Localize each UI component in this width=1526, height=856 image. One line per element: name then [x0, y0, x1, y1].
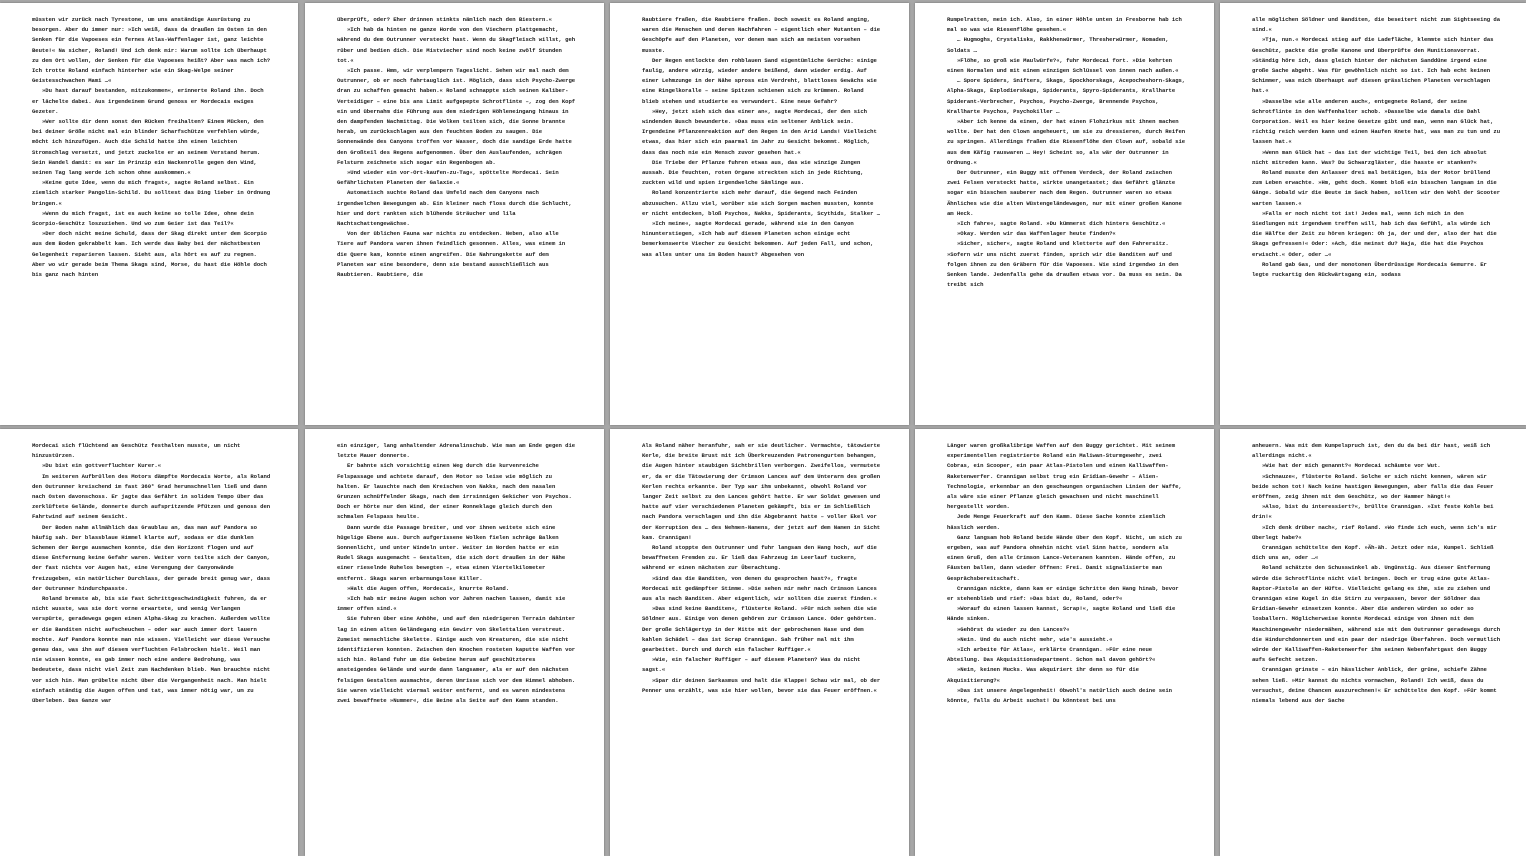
paragraph: »Dasselbe wie alle anderen auch«, entgegnete Roland, der seine Schrotflinte in den Waffenhalter schob. »Dasselbe wie damals die Dahl Corporation. Weil es hier keine Gesetze gibt und man, wenn man Glück hat, richtig reich werden kann und einen Haufen Knete hat, was man zu tun und zu lassen hat.« — [1252, 97, 1501, 146]
page-text — [337, 441, 578, 848]
paragraph: überprüft, oder? Eher drinnen stinkts nämlich nach den Biestern.« — [337, 16, 552, 23]
paragraph: Ganz langsam hob Roland beide Hände über den Kopf. Nicht, um sich zu ergeben, was auf Pandora ohnehin nicht viel Sinn hatte, sondern als einen Gruß, den alle Crimson Lance-Veteranen kannten. Hände offen, zu Fäusten ballen, dann wieder öffnen: Frei. Damit signalisierte man Gesprächsbereitschaft. — [947, 533, 1182, 582]
paragraph: »Flöhe, so groß wie Maulwürfe?«, fuhr Mordecai fort. »Die kehrten einen Normalen und mit einem einzigen Schlüssel von innen nach außen.« — [947, 56, 1179, 75]
paragraph: Roland konzentrierte sich mehr darauf, die Gegend nach Feinden abzusuchen. Allzu viel, worüber sie sich Sorgen machen mussten, konnte er nicht entdecken, bloß Psychos, Nakks, Spiderants, Scythids, Stalker … — [642, 189, 881, 217]
paragraph: Dann wurde die Passage breiter, und vor ihnen weitete sich eine hügelige Ebene aus. Durch aufgerissene Wolken fielen schräge Balken Sonnenlicht, und unter Windeln unter. Weiter im Norden hatte er ein Rudel Skags ausgemacht – Gestalten, die sich dort draußen in der Nähe einer rieselnde Ruhelos bewegten –, etwa einen Viertelkilometer entfernt. Skags waren erbarmungslose Killer. — [337, 523, 566, 582]
paragraph: »Ich meine«, sagte Mordecai gerade, während sie in den Canyon hinunterstiegen, »Ich hab auf diesem Planeten schon einige echt bemerkenswerte Viecher zu Gesicht bekommen. Auf jeden Fall, und schon, was alles unter uns im Boden haust? Abgesehen von — [642, 220, 874, 258]
paragraph: »Okay. Werden wir das Waffenlager heute finden?« — [957, 230, 1116, 238]
paragraph: »Keine gute Idee, wenn du mich fragst«, sagte Roland selbst. Ein ziemlich starker Pangolin-Schild. Du solltest das Ding lieber in Ordnung bringen.« — [32, 179, 271, 207]
paragraph: »Schnauze«, flüsterte Roland. Solche er sich nicht kennen, wären wir beide schon tot! Nach keine hastigen Bewegungen, aber falls die das Feuer eröffnen, zeig ihnen mit dem Geschütz, wo der Hammer hängt!« — [1252, 472, 1494, 501]
paragraph: Roland musste den Anlasser drei mal betätigen, bis der Motor brüllend zum Leben erwachte. »Hm, geht doch. Kommt bloß ein bisschen langsam in die Gänge. Sobald wir die Beute im Sack haben, sollten wir den Wohl der Scooter warten lassen.« — [1252, 169, 1501, 207]
document-page[interactable] — [915, 429, 1214, 856]
page-text — [642, 441, 883, 848]
paragraph: Automatisch suchte Roland das Umfeld nach dem Canyons nach irgendwelchen Bewegungen ab. Ein kleiner nach floss durch die Schlucht, hier und dort rankten sich blühende Sträucher und lila Nachtschattengewächse. — [337, 189, 572, 228]
paragraph: Roland stoppte den Outrunner und fuhr langsam den Hang hoch, auf die bewaffneten Fremden zu. Er ließ das Fahrzeug im Leerlauf tuckern, während er einen nächsten zur Überachtung. — [642, 544, 877, 572]
paragraph: »Wer sollte dir denn sonst den Rücken freihalten? Einem Mücken, den bei deiner Größe nicht mal ein blinder Scharfschütze verfehlen würde, möcht ich hinzufügen. Auch die Schild hatte ihn einen leichten Stromschlag versetzt, und jetzt zuckelte er an seinem Verstand herum. Sein Handel damit: es war im Prinzip ein Nackenrolle gegen den Wind, seinen Tag lang werde ich schon ohne auskommen.« — [32, 118, 264, 177]
paragraph: »Sicher, sicher«, sagte Roland und kletterte auf den Fahrersitz. »Sofern wir uns nicht zuerst finden, sprich wir die Banditen auf und folgen ihnen zu den Gräbern für die Vapoeses. Wie sind irgendwo in den Senken lande. Jedenfalls gehe da draußen etwas vor. Da muss es sein. Da treibt sich — [947, 240, 1182, 289]
paragraph: »Worauf du einen lassen kannst, Scrap!«, sagte Roland und ließ die Hände sinken. — [947, 605, 1176, 623]
paragraph: »Ich passe. Hmm, wir verplempern Tageslicht. Sehen wir mal nach dem Outrunner, ob er noch fahrtauglich ist. Möglich, dass sich Psycho-Zwerge dran zu schaffen gemacht haben.« Roland schnappte sich seinen Kaliber-Verteidiger – eine bis ans Limit aufgepepte Schrotflinte –, zog den Kopf ein und übernahm die Führung aus dem niedrigen Höhleneingang hinaus in den dampfenden Nachmittag. Die Wolken teilten sich, die Sonne brannte herab, um zurückschlagen aus den feuchten Boden zu saugen. Die Sonnenwände des Canyons troffen vor Wasser, doch die sandige Erde hatte den Großteil des Regens aufgenommen. Über den Auslaufenden, schrägen Felsturm zeichnete sich sogar ein Regenbogen ab. — [337, 67, 576, 166]
paragraph: »Wenn du mich fragst, ist es auch keine so tolle Idee, ohne dein Scorpio-Geschütz loszuziehen. Und wo zum Geier ist das Teil?« — [32, 209, 254, 228]
page-text — [32, 441, 272, 848]
paragraph: »Hey, jetzt sieh sich das einer an«, sagte Mordecai, der den sich windenden Busch bewunderte. »Das muss ein seltener Anblick sein. Irgendeine Pflanzenreaktion auf den Regen in den Arid Lands! Vielleicht etwas, das hier sich ein paarmal im Jahr zu Gesicht bekommt. Möglich, dass das noch nie ein Mensch zuvor gesehen hat.« — [642, 107, 877, 156]
page-text — [32, 15, 272, 417]
paragraph: »Aber ich kenne da einen, der hat einen Flohzirkus mit ihnen machen wollte. Der hat den Clown angeheuert, um sie zu dressieren, durch Reifen zu springen. Allerdings fraßen die Riesenflöhe den Clown auf, sobald sie aus dem Käfig rauswaren … Hey! Scheint so, als wär der Outrunner in Ordnung.« — [947, 118, 1186, 166]
paragraph: … Hugmoghs, Crystalisks, Rakkhenwürmer, Thresherwürmer, Nomaden, Soldats … — [947, 36, 1169, 54]
paragraph: Im weiteren Aufbrüllen des Motors dämpfte Mordecais Worte, als Roland den Outrunner kreischend im fast 360° Grad herumschnellen ließ und dann nach Osten davonschoss. Er jagte das Gefährt in solidem Tempo über das zerklüftete Gelände, donnerte durch aufspritzende Pfützen und genoss den Fahrtwind auf seinem Gesicht. — [32, 472, 271, 521]
paragraph: Rumpelratten, mein ich. Also, in einer Höhle unten in Fresborne hab ich mal so was wie Riesenflöhe gesehen.« — [947, 16, 1182, 34]
paragraph: Crannigan schüttelte den Kopf. »Äh-äh. Jetzt oder nie, Kumpel. Schließ dich uns an, oder …« — [1252, 544, 1494, 562]
paragraph: »Also, bist du interessiert?«, brüllte Crannigan. »Ist feste Kohle bei drin!« — [1252, 503, 1494, 521]
paragraph: »Das sind keine Banditen«, flüsterte Roland. »Für mich sehen die wie Söldner aus. Einige von denen gehören zur Crimson Lance. Oder gehörten. Der große Schlägertyp in der Mitte mit der gebrochenen Nase und dem kahlen Schädel – das ist Scrap Crannigan. Sah früher mal mit ihm gearbeitet. Durch und durch ein falscher Ruffiger.« — [642, 605, 877, 654]
paragraph: Crannigan grinste – ein hässlicher Anblick, der grüne, schiefe Zähne sehen ließ. »Mir kannst du nichts vormachen, Roland! Ich weiß, dass du versuchst, deine Chancen auszurechnen!« Er schüttelte den Kopf. »Für kommt niemals lebend aus der Sache — [1252, 666, 1497, 705]
paragraph: »Ich fahre«, sagte Roland. »Du kümmerst dich hinters Geschütz.« — [957, 220, 1166, 228]
paragraph: ein einziger, lang anhaltender Adrenalinschub. Wie man am Ende gegen die letzte Mauer donnerte. — [337, 442, 576, 460]
paragraph: »Das ist unsere Angelegenheit! Obwohl's natürlich auch deine sein könnte, falls du Arbeit suchst! Du könntest bei uns — [947, 686, 1172, 705]
paragraph: Die Triebe der Pflanze fuhren etwas aus, das wie winzige Zungen aussah. Die feuchten, roten Organe streckten sich in jede Richtung, zuckten wild und spien irgendwelche Sämlinge aus. — [642, 158, 864, 187]
paragraph: »Du hast darauf bestanden, mitzukommen«, erinnerte Roland ihn. Doch er lächelte dabei. Aus irgendeinem Grund genoss er Mordecais ewiges Gezeter. — [32, 87, 264, 115]
paragraph: »Sind das die Banditen, von denen du gesprochen hast?«, fragte Mordecai mit gedämpfter Stimme. »Die sehen mir mehr nach Crimson Lances aus als nach Banditen. Aber eigentlich, wir sollten die zuerst finden.« — [642, 574, 877, 603]
page-text — [337, 15, 578, 417]
paragraph: »Halt die Augen offen, Mordecai«, knurrte Roland. — [347, 584, 510, 592]
paragraph: »Tja, nun.« Mordecai stieg auf die Ladefläche, klemmte sich hinter das Geschütz, packte die große Kanone und überprüfte den Munitionsvorrat. »Ständig höre ich, dass gleich hinter der nächsten Sanddüne irgend eine große Sache abgeht. Was für gewöhnlich nicht so ist. Ich hab echt keinen Schimmer, was mich überhaupt auf diesen grässlichen Planeten verschlagen hat.« — [1252, 36, 1494, 95]
document-page[interactable] — [610, 429, 909, 856]
page-text — [1252, 441, 1500, 848]
paragraph: »Spar dir deinen Sarkasmus und halt die Klappe! Schau wir mal, ob der Penner uns erzählt, was sie hier wollen, bevor sie das Feuer eröffnen.« — [642, 676, 881, 694]
paragraph: Länger waren großkalibrige Waffen auf den Buggy gerichtet. Mit seinem experimentellen registrierte Roland ein Maliwan-Sturmgewehr, zwei Cobras, ein Scooper, ein paar Atlas-Pistolen und einen Kalliwaffen-Raketenwerfer. Crannigan selbst trug ein Eridian-Gewehr – Alien-Technologie, erkennbar an den geschwungen organischen Linien der Waffe, als wäre sie einer Pflanze gleich gewachsen und nicht maschinell hergestellt worden. — [947, 442, 1182, 511]
document-page[interactable] — [0, 3, 298, 425]
paragraph: Der Regen entlockte den rohblauen Sand eigentümliche Gerüche: einige faulig, andere würzig, wieder andere beißend, dann wieder erdig. Auf einer Lehmzunge in der Nähe spross ein Verdreht, blattloses Gewächs wie eine Ringelkoralle – seine Spitzen schienen sich zu krümmen. Roland blieb stehen und studierte es verwundert. Eine neue Gefahr? — [642, 56, 877, 105]
paragraph: »Ich hab da hinten ne ganze Horde von den Viechern plattgemacht, während du dem Outrunner versteckt hast. Wenn du Skagfleisch willst, geh rüber und bedien dich. Die Mistviecher sind noch keine zwölf Stunden tot.« — [337, 26, 576, 64]
paragraph: »Nein, keinen Mucks. Was akquiriert ihr denn so für die Akquisitierung?« — [947, 666, 1139, 684]
paragraph: »Ich denk drüber nach«, rief Roland. »Wo finde ich euch, wenn ich's mir überlegt habe?« — [1252, 523, 1497, 541]
paragraph: »Ich arbeite für Atlas«, erklärte Crannigan. »Für eine neue Abteilung. Das Akquisitionsdepartment. Schon mal davon gehört?« — [947, 646, 1156, 664]
paragraph: »Nein. Und du auch nicht mehr, wie's aussieht.« — [957, 635, 1113, 643]
paragraph: »Gehörst du wieder zu den Lances?« — [957, 625, 1070, 633]
paragraph: Der Outrunner, ein Buggy mit offenem Verdeck, der Roland zwischen zwei Felsen versteckt hatte, wirkte unangetastet; das Gefährt glänzte sogar ein bisschen sauberer nach dem Regen. Outrunner waren so etwas Ähnliches wie die alten Wüstengeländewagen, nur mit einer großen Kanone am Heck. — [947, 169, 1182, 217]
paragraph: »Und wieder ein vor-Ort-kaufen-zu-Tag«, spöttelte Mordecai. Sein Gefährlichsten Planeten der Galaxie.« — [337, 169, 559, 187]
document-page[interactable] — [1220, 3, 1526, 425]
document-page[interactable] — [0, 429, 298, 856]
document-page[interactable] — [305, 3, 604, 425]
paragraph: Jede Menge Feuerkraft auf den Kamm. Diese Sache konnte ziemlich hässlich werden. — [947, 513, 1166, 531]
paragraph: alle möglichen Söldner und Banditen, die beseitert nicht zum Sightseeing da sind.« — [1252, 16, 1501, 34]
paragraph: »Wie, ein falscher Ruffiger – auf diesem Planeten? Was du nicht sagst.« — [642, 656, 861, 674]
page-text — [947, 15, 1188, 417]
document-page[interactable] — [610, 3, 909, 425]
paragraph: »Ich hab mir meine Augen schon vor Jahren nachen lassen, damit sie immer offen sind.« — [337, 595, 566, 613]
page-text — [1252, 15, 1500, 417]
document-page[interactable] — [305, 429, 604, 856]
page-text — [642, 15, 883, 417]
paragraph: Der Boden nahm allmählich das Graublau an, das man auf Pandora so häufig sah. Der blassblaue Himmel klarte auf, sodass er die dunklen Schemen der Berge ausmachen konnte, die den Horizont flogen und auf diese Entfernung keine Gefahr waren. Weiter vorn teilte sich der Canyon, der fast nichts vor Augen hat, eine Verengung der Canyonwände freizugeben, ein natürlicher Durchlass, der gerade breit genug war, dass der Outrunner hindurchpasste. — [32, 523, 271, 592]
paragraph: Als Roland näher heranfuhr, sah er sie deutlicher. Vermachte, tätowierte Kerle, die breite Brust mit ich Überkreuzenden Patronengurten behangen, die Augen hinter staubigen Sichtbrillen verborgen. Zweifellos, vermutete er, da er die Tätowierung der Crimson Lances auf dem Unterarm des großen Kerlen rechts erkannte. Der Typ war ihm unbekannt, obwohl Roland vor langer Zeit selbst zu den Lances gehört hatte. Er war Soldat gewesen und hatte auf vier verschiedenen Planeten gekämpft, bis er im Schließlich nach Pandora verschlagen und ihn die Abgebrannt hatte – voller Ekel vor der Korruption des … des Nehmen-Namens, der jetzt auf dem Namen in Sicht kam. Crannigan! — [642, 442, 881, 541]
paragraph: Crannigan nickte, dann kam er einige Schritte den Hang hinab, bevor er stehenblieb und rief: »Das bist du, Roland, oder?« — [947, 584, 1179, 603]
paragraph: Mordecai sich flüchtend am Geschütz festhalten musste, um nicht hinzustürzen. — [32, 442, 241, 460]
paragraph: Von der üblichen Fauna war nichts zu entdecken. Neben, also alle Tiere auf Pandora waren ihnen feindlich gesonnen. Alles, was einem in die Quere kam, konnte einen angreifen. Die Nahrungskette auf dem Planeten war eine besondere, denn sie bestand ausschließlich aus Raubtieren. Raubtiere, die — [337, 230, 566, 279]
paragraph: Roland gab Gas, und der monotonen Überdrüssige Mordecais Gemurre. Er legte ruckartig den Rückwärtsgang ein, sodass — [1252, 260, 1487, 279]
paragraph: »Du bist ein gottverfluchter Kurer.« — [42, 462, 162, 470]
paragraph: »Falls er noch nicht tot ist! Jedes mal, wenn ich mich in den Siedlungen mit irgendwem treffen will, hab ich das Gefühl, als würde ich die Hälfte der Zeit zu hören kriegen: Oh ja, der und der, also der hat die Skags gefressen!« Oder: »Ach, die meinst du? Naja, die hat die Psychos erwischt.« Oder, oder …« — [1252, 209, 1497, 258]
paragraph: anheuern. Was mit dem Kumpelspruch ist, den du da bei dir hast, weiß ich allerdings nicht.« — [1252, 442, 1491, 460]
document-page[interactable] — [915, 3, 1214, 425]
paragraph: »Der doch nicht meine Schuld, dass der Skag direkt unter dem Scorpio aus dem Boden gekrabbelt kam. Ich werde das Baby bei der nächstbesten Gelegenheit reparieren lassen. Sieht aus, als hört es auf zu regnen. Aber wo wir gerade beim Thema Skags sind, Morse, du hast die Höhle doch bis ganz nach hinten — [32, 230, 267, 279]
document-page[interactable] — [1220, 429, 1526, 856]
paragraph: Er bahnte sich vorsichtig einen Weg durch die kurvenreiche Felspassage und achtete darauf, den Motor so leise wie möglich zu halten. Er lauschte nach dem Kreischen von Nakks, nach dem nasalen Grunzen schnüffelnder Skags, nach dem irrsinnigen Gekicher von Psychos. Doch er hörte nur den Wind, der einer Ronneklage gleich durch den schmalen Felspass heulte. — [337, 462, 572, 521]
paragraph: Sie fuhren über eine Anhöhe, und auf den niedrigeren Terrain dahinter lag in einem alten Geländegang ein Gewirr von Skelettalien verstreut. Zumeist menschliche Skelette. Einige auch von Kreaturen, die sie nicht identifizieren konnten. Zwischen den Knochen rosteten kaputte Waffen vor sich hin. Roland fuhr um die Gebeine herum auf geschützteres ansteigendes Gelände und wurde dann langsamer, als er auf den nächsten felsigen Gestalten ausmachte, deren Umrisse sich vor dem Himmel abhoben. Sie waren vielleicht viermal weiter entfernt, und es waren mindestens zwei bewaffnete »Nummer«, die Beine als Seite auf den Kamm standen. — [337, 615, 576, 705]
paragraph: Roland schätzte den Schusswinkel ab. Ungünstig. Aus dieser Entfernung würde die Schrotflinte nicht viel bringen. Doch er trug eine gute Atlas-Raptor-Pistole an der Hüfte. Vielleicht gelang es ihm, sie zu ziehen und Crannigan eine Kugel in die Stirn zu verpassen, bevor der Söldner das Eridian-Gewehr einsetzen konnte. Aber die anderen würden so oder so losballern. Möglicherweise konnte Mordecai einige von ihnen mit dem Maschinengewehr niedermähen, während sie mit dem Outrunner geradewegs durch die Hindurchdonnerten und ein paar der niedrige Überfahren. Doch vermutlich würde der Kalliwaffen-Raketenwerfer ihm seinen Nebenfahrtgast den Buggy aufs Gefecht setzen. — [1252, 564, 1501, 664]
paragraph: »Wie hat der mich genannt?« Mordecai schäumte vor Wut. — [1262, 462, 1441, 470]
paragraph: Roland bremste ab, bis sie fast Schrittgeschwindigkeit fuhren, da er nicht wusste, was sie dort vorne erwartete, und wenig Verlangen verspürte, geradewegs gegen einen Alpha-Skag zu krachen. Außerdem wollte er die Banditen nicht aufscheuchen – oder war auch immer dort lauern mochte. Auf Pandora konnte man nie wissen. Vielleicht war diese Versuche genau das, was ihn auf diesem verfluchten Felsbrocken hielt. Weil man nie wissen konnte, es gab immer noch eine andere Bedrohung, was bedeutete, dass nicht viel Zeit zum Nachdenken blieb. Man brauchte nicht vor sich hin. Man grübelte nicht über die Vergangenheit nach. Man hielt einfach ständig die Augen offen und tat, was immer nötig war, um zu überleben. Das Ganze war — [32, 595, 271, 705]
paragraph: müssten wir zurück nach Tyrestone, um uns anständige Ausrüstung zu besorgen. Aber du immer nur: »Ich weiß, dass da draußen im Osten in den Senken für die Vapoeses ein fernes Atlas-Waffenlager ist, ganz leichte Beute!« Na sicher, Roland! Und ich denk mir: Warum sollte ich überhaupt zu dem Ort wollen, der Senken für die Vapoeses heißt? Aber was mach ich? Ich trotte Roland einfach hinterher wie ein Skag-Welpe seiner Geistesschwachen Mami …« — [32, 16, 271, 85]
paragraph: »Wenn man Glück hat – das ist der wichtige Teil, bei den ich absolut nicht mitreden kann. Was? Du Schwarzgläster, die hasste er stanken?« — [1252, 148, 1487, 166]
paragraph: … Spore Spiders, Snifters, Skags, Spockhorskags, Acepocheshorn-Skags, Alpha-Skags, Explodierskags, Spiderants, Spyro-Spiderants, Krallharte Spiderant-Verbrecher, Psychos, Psycho-Zwerge, Brennende Psychos, Krallharte Psychos, Psychokiller … — [947, 77, 1186, 115]
page-text — [947, 441, 1188, 848]
paragraph: Raubtiere fraßen, die Raubtiere fraßen. Doch soweit es Roland anging, waren die Menschen und deren Nachfahren – eigentlich eher Mutanten – die Geschöpfe auf den Planeten, vor denen man sich am meisten vorsehen musste. — [642, 16, 881, 54]
